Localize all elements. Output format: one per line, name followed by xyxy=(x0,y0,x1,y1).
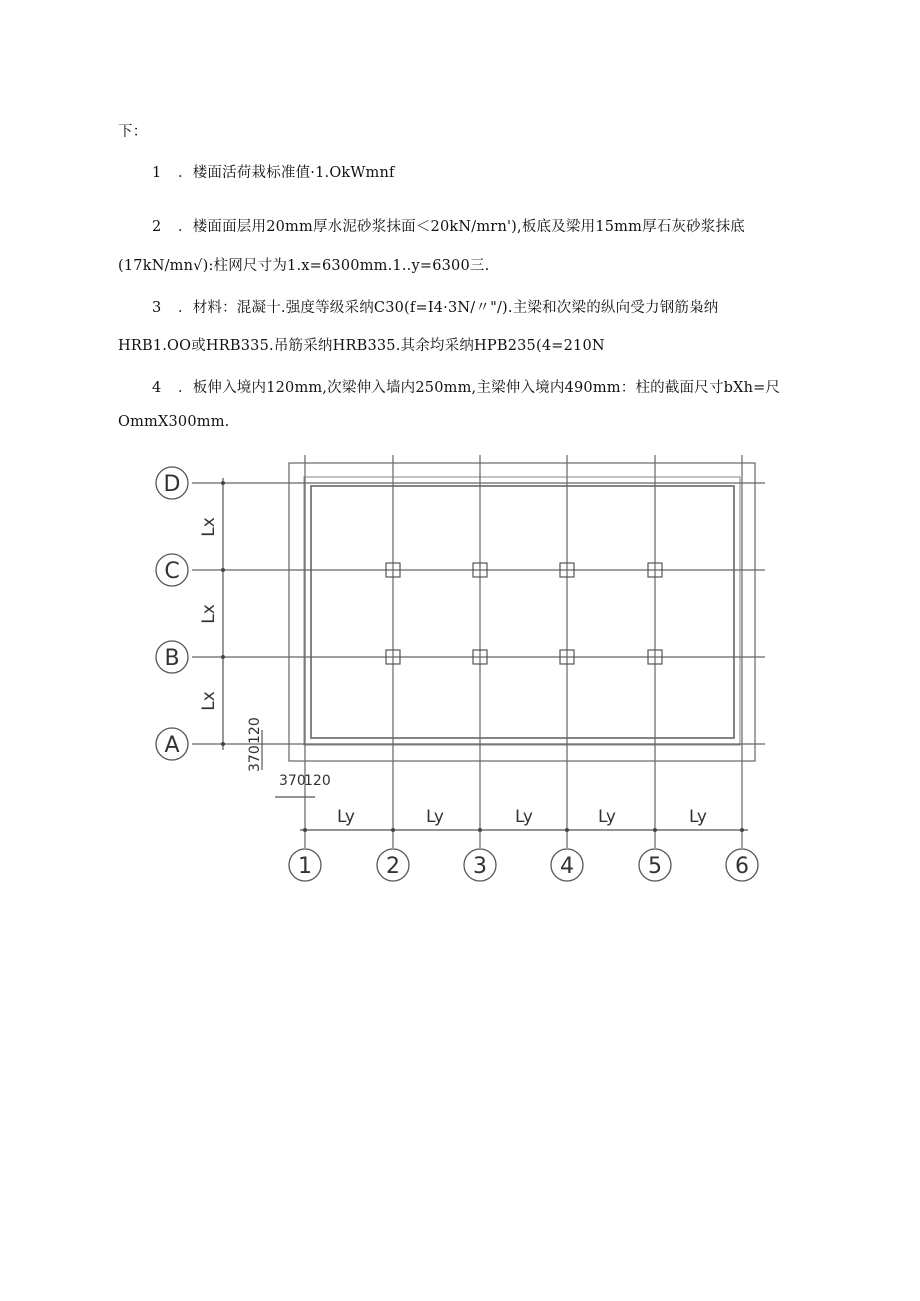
dim-tick xyxy=(221,742,225,746)
dim-tick xyxy=(478,828,482,832)
axis-label-C: C xyxy=(164,559,180,584)
wall-dim-370-horizontal: 370 xyxy=(279,773,306,789)
axis-label-1: 1 xyxy=(298,854,312,879)
wall-dim-120-vertical: 120 xyxy=(247,717,263,744)
item-2-number: 2 xyxy=(152,219,162,235)
axis-label-B: B xyxy=(164,646,180,671)
item-1-number: 1 xyxy=(152,165,162,181)
axis-label-A: A xyxy=(164,733,180,758)
dim-tick xyxy=(740,828,744,832)
dim-label-ly: Ly xyxy=(426,807,444,827)
dim-label-ly: Ly xyxy=(689,807,707,827)
dim-tick xyxy=(221,568,225,572)
dim-label-lx: Lx xyxy=(199,691,219,711)
dim-tick xyxy=(653,828,657,832)
dim-label-ly: Ly xyxy=(515,807,533,827)
axis-label-6: 6 xyxy=(735,854,749,879)
item-2-text: ．楼面面层用20mm厚水泥砂浆抹面＜20kN/mrn'),板底及梁用15mm厚石灰砂浆抹底 xyxy=(178,219,745,235)
item-3-text: ．材料：混凝十.强度等级采纳C30(f=I4·3N/〃"/).主梁和次梁的纵向受力钢筋枭纳 xyxy=(178,300,719,316)
dim-label-ly: Ly xyxy=(337,807,355,827)
dim-label-lx: Lx xyxy=(199,604,219,624)
dim-tick xyxy=(565,828,569,832)
axis-label-4: 4 xyxy=(560,854,574,879)
wall-dim-370-vertical: 370 xyxy=(247,745,263,772)
dim-tick xyxy=(221,655,225,659)
dim-tick xyxy=(221,481,225,485)
axis-label-D: D xyxy=(163,472,181,497)
wall-centerline xyxy=(304,477,740,745)
axis-label-2: 2 xyxy=(386,854,400,879)
dim-tick xyxy=(391,828,395,832)
intro-text: 下： xyxy=(118,124,148,140)
item-4-number: 4 xyxy=(152,380,162,396)
outer-wall xyxy=(289,463,755,761)
dim-label-ly: Ly xyxy=(598,807,616,827)
axis-label-3: 3 xyxy=(473,854,487,879)
item-1-text: ．楼面活荷栽标准值·1.OkWmnf xyxy=(178,165,395,181)
dim-tick xyxy=(303,828,307,832)
item-3-number: 3 xyxy=(152,300,162,316)
axis-label-5: 5 xyxy=(648,854,662,879)
dim-label-lx: Lx xyxy=(199,517,219,537)
item-2-continuation: (17kN/mn√):柱网尺寸为1.x=6300mm.1..y=6300三. xyxy=(118,258,490,274)
item-4-continuation: OmmX300mm. xyxy=(118,414,230,430)
wall-dim-120-horizontal: 120 xyxy=(304,773,331,789)
item-4-text: ．板伸入境内120mm,次梁伸入墙内250mm,主梁伸入境内490mm：柱的截面尺寸bXh=尺 xyxy=(178,380,781,396)
item-3-continuation: HRB1.OO或HRB335.吊筋采纳HRB335.其余均采纳HPB235(4=210N xyxy=(118,338,605,354)
inner-wall xyxy=(311,486,734,738)
